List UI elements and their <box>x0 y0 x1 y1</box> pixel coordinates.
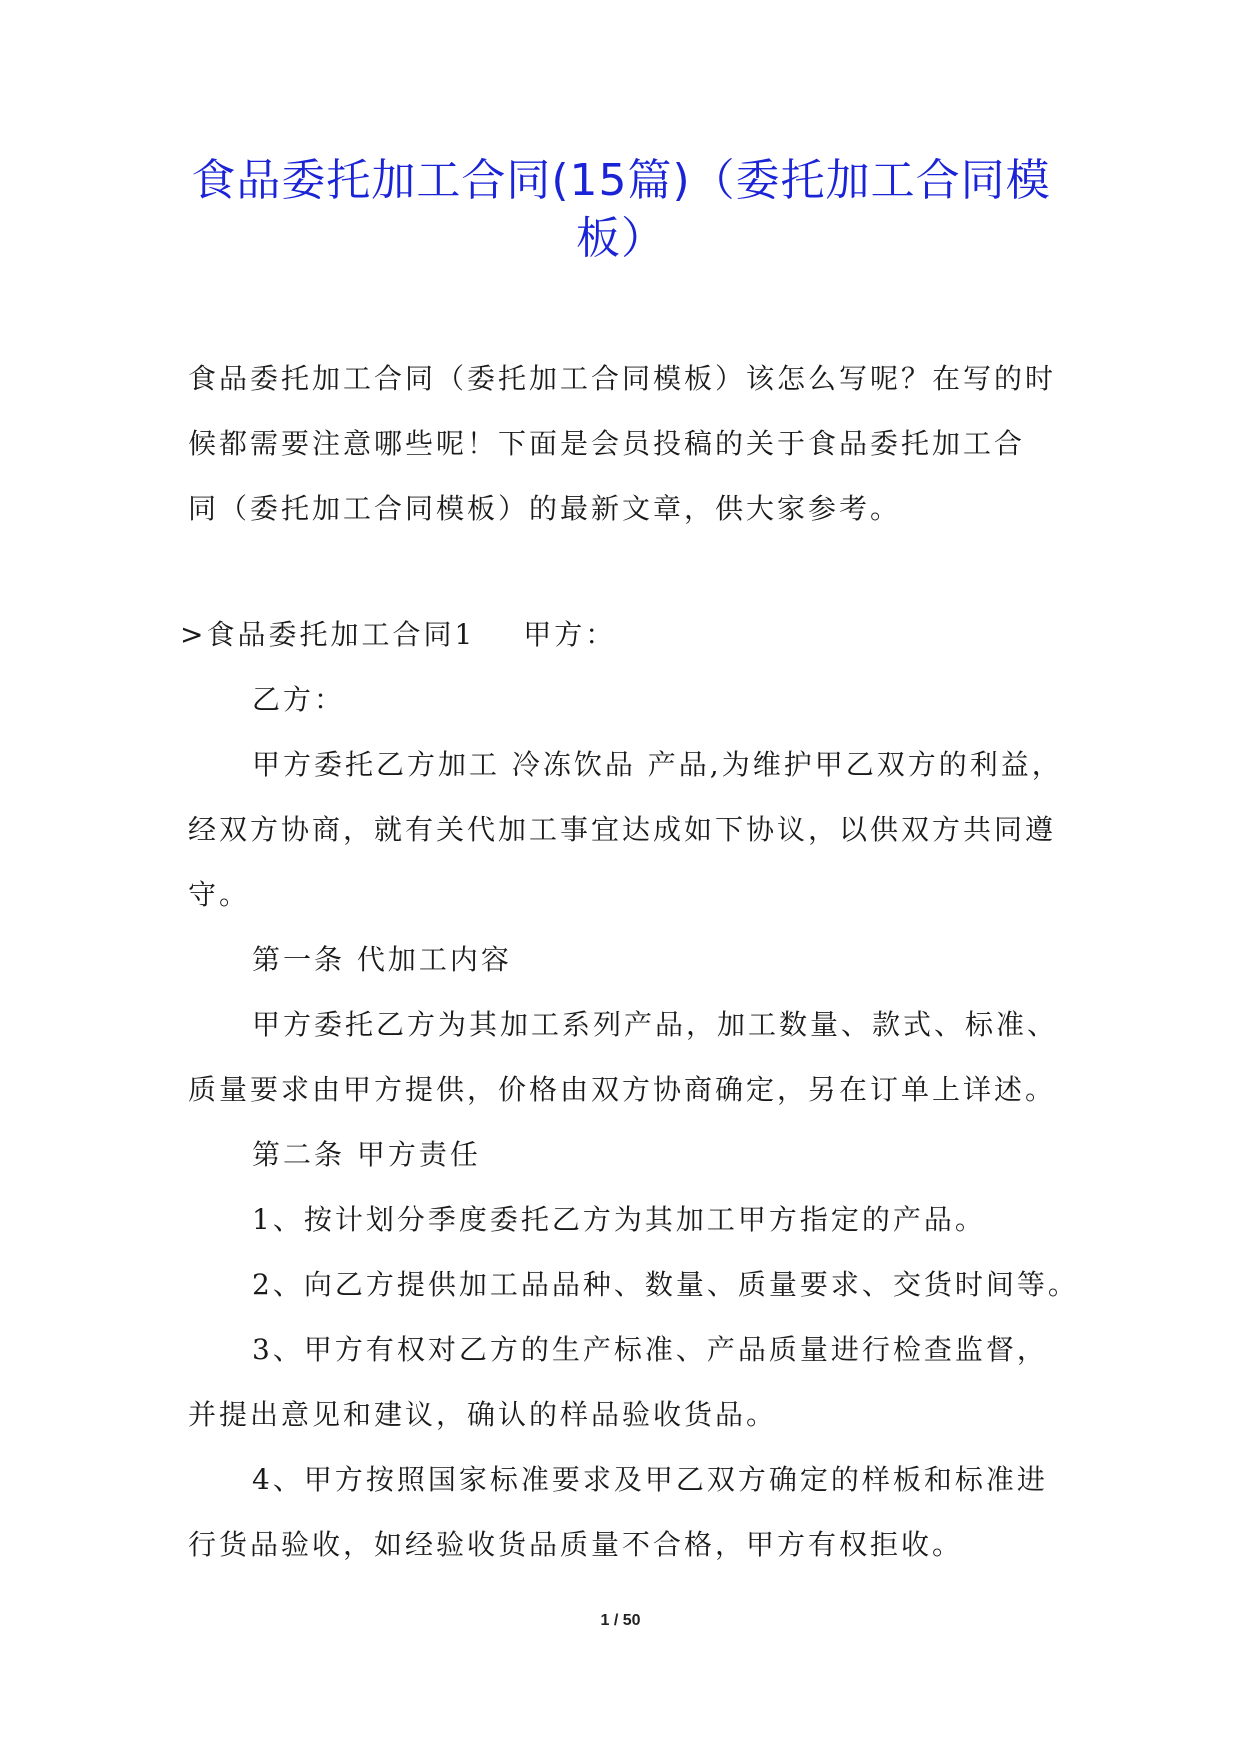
preamble-line: 经双方协商，就有关代加工事宜达成如下协议，以供双方共同遵 <box>188 813 1057 846</box>
title-line-1: 食品委托加工合同(15篇)（委托加工合同模 <box>191 155 1051 206</box>
article2-item: 1、按计划分季度委托乙方为其加工甲方指定的产品。 <box>252 1203 986 1236</box>
preamble-line: 守。 <box>188 878 251 911</box>
page-indicator: 1 / 50 <box>600 1612 641 1629</box>
intro-line: 候都需要注意哪些呢！下面是会员投稿的关于食品委托加工合 <box>188 427 1026 460</box>
party-a-label: 甲方： <box>523 618 617 651</box>
article1-line: 甲方委托乙方为其加工系列产品，加工数量、款式、标准、 <box>252 1008 1059 1041</box>
article2-heading: 第二条 甲方责任 <box>252 1138 481 1171</box>
article1-heading: 第一条 代加工内容 <box>252 943 512 976</box>
article2-item: 3、甲方有权对乙方的生产标准、产品质量进行检查监督， <box>252 1333 1048 1366</box>
article2-item-continuation: 行货品验收，如经验收货品质量不合格，甲方有权拒收。 <box>188 1528 964 1561</box>
party-b-label: 乙方： <box>252 683 346 716</box>
preamble-line: 甲方委托乙方加工 冷冻饮品 产品,为维护甲乙双方的利益， <box>252 748 1063 781</box>
section-heading: >食品委托加工合同1 <box>180 618 476 651</box>
intro-paragraph <box>188 346 1058 541</box>
article2-item: 2、向乙方提供加工品品种、数量、质量要求、交货时间等。 <box>252 1268 1079 1301</box>
intro-line: 同（委托加工合同模板）的最新文章，供大家参考。 <box>188 492 902 525</box>
title-line-2: 板） <box>576 213 666 264</box>
article2-item: 4、甲方按照国家标准要求及甲乙双方确定的样板和标准进 <box>252 1463 1048 1496</box>
article2-item-continuation: 并提出意见和建议，确认的样品验收货品。 <box>188 1398 778 1431</box>
document-title <box>186 152 1056 268</box>
contract-body <box>180 602 1079 1577</box>
intro-line: 食品委托加工合同（委托加工合同模板）该怎么写呢？在写的时 <box>188 362 1057 395</box>
article1-line: 质量要求由甲方提供，价格由双方协商确定，另在订单上详述。 <box>188 1073 1057 1106</box>
section-heading-line <box>180 602 1058 667</box>
